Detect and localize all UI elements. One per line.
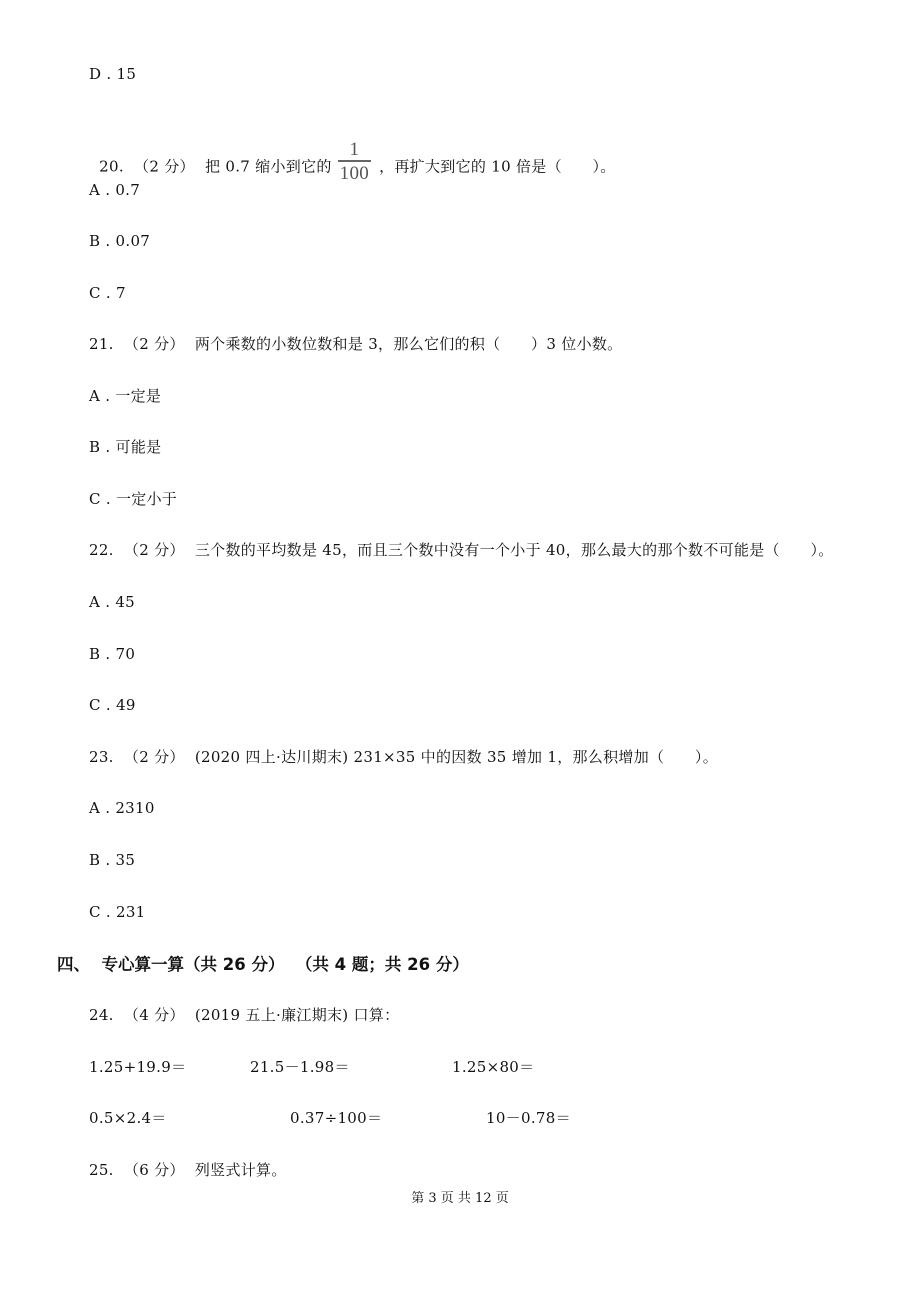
q21-option-a: A . 一定是	[89, 387, 162, 405]
q23-option-a: A . 2310	[89, 799, 155, 817]
question-24: 24. （4 分） (2019 五上·廉江期末) 口算：	[89, 1006, 400, 1024]
q22-option-c: C . 49	[89, 696, 136, 714]
q21-option-c: C . 一定小于	[89, 490, 178, 508]
question-25: 25. （6 分） 列竖式计算。	[89, 1161, 287, 1179]
section-heading: 四、 专心算一算（共 26 分） （共 4 题；共 26 分）	[57, 955, 469, 974]
option-d: D . 15	[89, 65, 137, 83]
calc-3: 1.25×80＝	[452, 1058, 535, 1076]
question-22: 22. （2 分） 三个数的平均数是 45，而且三个数中没有一个小于 40，那么最大的那个数不可能是（ ）。	[89, 541, 834, 559]
q20-option-b: B . 0.07	[89, 232, 151, 250]
fraction	[338, 140, 371, 183]
calc-2: 21.5－1.98＝	[250, 1058, 350, 1076]
question-23: 23. （2 分） (2020 四上·达川期末) 231×35 中的因数 35 增加 1，那么积增加（ ）。	[89, 748, 719, 766]
q20-option-a: A . 0.7	[89, 181, 141, 199]
q23-option-c: C . 231	[89, 903, 146, 921]
calc-6: 10－0.78＝	[486, 1109, 571, 1127]
question-20-text-after: ，再扩大到它的 10 倍是（ ）。	[379, 157, 616, 176]
calc-5: 0.37÷100＝	[290, 1109, 383, 1127]
calc-1: 1.25+19.9＝	[89, 1058, 187, 1076]
q23-option-b: B . 35	[89, 851, 136, 869]
fraction-bar	[338, 160, 371, 162]
q22-option-a: A . 45	[89, 593, 136, 611]
q21-option-b: B . 可能是	[89, 438, 162, 456]
question-20	[89, 126, 616, 189]
fraction-numerator: 1	[349, 139, 360, 160]
calc-4: 0.5×2.4＝	[89, 1109, 167, 1127]
question-20-text: 20. （2 分） 把 0.7 缩小到它的	[99, 157, 332, 176]
q22-option-b: B . 70	[89, 645, 136, 663]
page-footer: 第 3 页 共 12 页	[411, 1191, 509, 1206]
fraction-denominator: 100	[339, 163, 370, 184]
question-21: 21. （2 分） 两个乘数的小数位数和是 3，那么它们的积（ ）3 位小数。	[89, 335, 623, 353]
q20-option-c: C . 7	[89, 284, 126, 302]
